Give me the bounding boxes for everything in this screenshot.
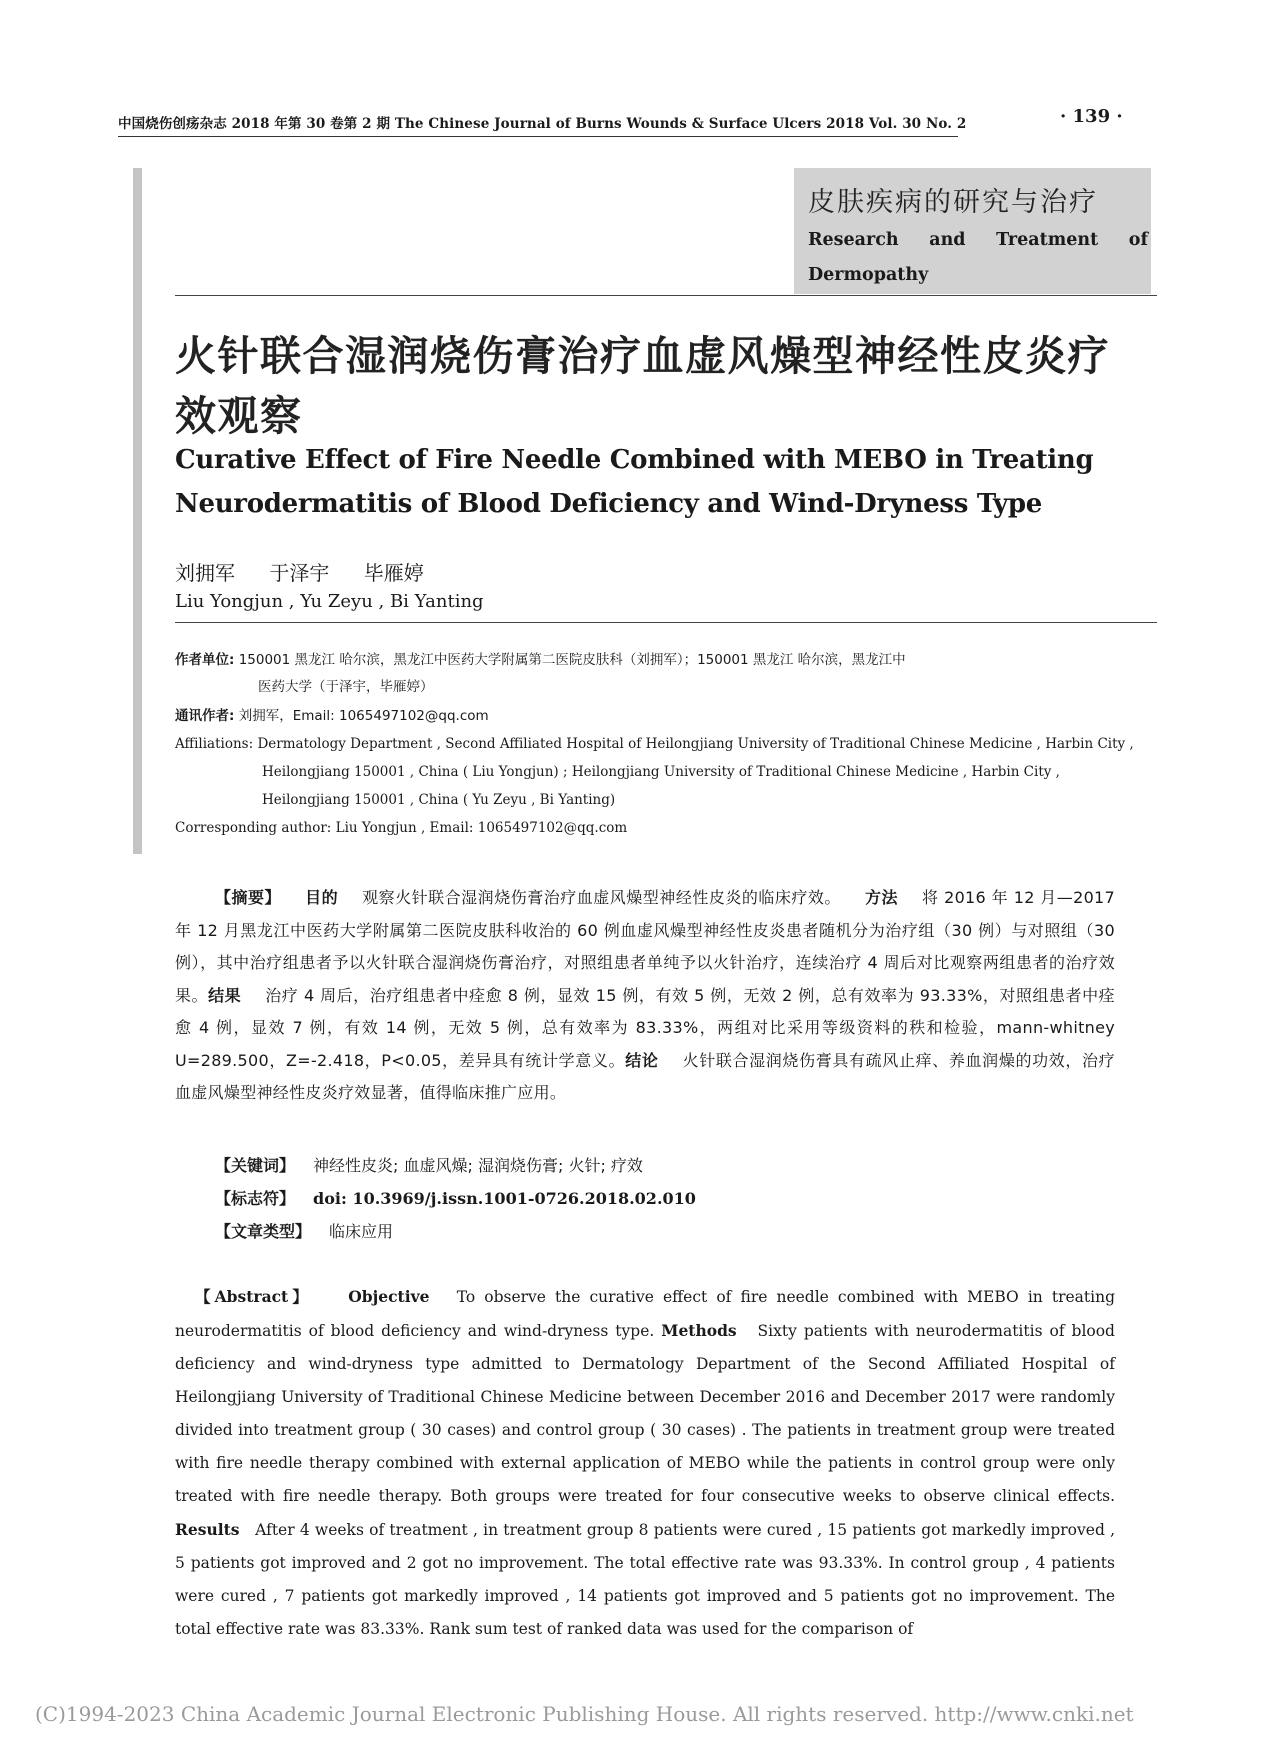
- column-title-cn: 皮肤疾病的研究与治疗: [808, 187, 1098, 218]
- results-en-label: Results: [175, 1520, 240, 1539]
- abstract-cn-label: 【摘要】: [215, 888, 282, 907]
- doi-label: 【标志符】: [215, 1189, 296, 1208]
- affiliation-cn: [175, 650, 1115, 670]
- conclusion-text: 火针联合湿润烧伤膏具有疏风止痒、养血润燥的功效，治疗血虚风燥型神经性皮炎疗效显著，值得临床推广应用。: [175, 1050, 1115, 1102]
- objective-label: 目的: [305, 888, 339, 907]
- author-name: 于泽宇: [269, 561, 330, 585]
- authors-cn: [175, 557, 452, 586]
- header-rule: [175, 295, 1157, 296]
- corresponding-cn: [175, 706, 489, 726]
- affiliation-cn-text: 150001 黑龙江 哈尔滨，黑龙江中医药大学附属第二医院皮肤科（刘拥军）；150001 黑龙江 哈尔滨，黑龙江中: [238, 652, 906, 668]
- article-title-cn: 火针联合湿润烧伤膏治疗血虚风燥型神经性皮炎疗效观察: [175, 332, 1110, 440]
- corresponding-cn-text: 刘拥军，Email: 1065497102@qq.com: [238, 708, 489, 724]
- abstract-cn: [175, 882, 1115, 1110]
- doi-text: doi: 10.3969/j.issn.1001-0726.2018.02.010: [313, 1189, 696, 1208]
- affiliation-cn-label: 作者单位:: [175, 652, 235, 668]
- objective-en-text: To observe the curative effect of fire needle combined with MEBO in treating neurodermatitis of blood deficiency and wind-dryness type.: [175, 1288, 1115, 1340]
- objective-text: 观察火针联合湿润烧伤膏治疗血虚风燥型神经性皮炎的临床疗效。: [362, 888, 841, 907]
- results-text: 治疗 4 周后，治疗组患者中痊愈 8 例，显效 15 例，有效 5 例，无效 2 例，总有效率为 93.33%，对照组患者中痊愈 4 例，显效 7 例，有效 14 例，无效 5 例，总有效率为 83.33%，两组对比采用等级资料的秩和检验，mann-whitney U=289.500，Z=-2.418，P<0.05，差异具有统计学意义。: [175, 985, 1115, 1070]
- column-title-en: Research and Treatment of Dermopathy: [808, 230, 1148, 285]
- affiliation-en-cont: Heilongjiang 150001 , China ( Liu Yongjun) ; Heilongjiang University of Traditional Chinese Medicine , Harbin City ,: [262, 764, 1060, 780]
- corresponding-cn-label: 通讯作者:: [175, 708, 235, 724]
- abstract-en-label: 【Abstract】: [195, 1287, 312, 1306]
- corresponding-en-label: Corresponding author:: [175, 820, 332, 836]
- article-type-text: 临床应用: [329, 1222, 394, 1241]
- keywords-label: 【关键词】: [215, 1156, 296, 1175]
- article-type-label: 【文章类型】: [215, 1222, 312, 1241]
- running-header: 中国烧伤创疡杂志 2018 年第 30 卷第 2 期 The Chinese Journal of Burns Wounds & Surface Ulcers 2018 Vol. 30 No. 2: [118, 112, 958, 137]
- affiliation-en: [175, 734, 1134, 754]
- affiliation-en-label: Affiliations:: [175, 736, 254, 752]
- left-margin-bar: [133, 168, 142, 854]
- author-name: 刘拥军: [175, 561, 235, 585]
- keywords-line: [215, 1153, 643, 1176]
- conclusion-label: 结论: [625, 1050, 659, 1070]
- doi-line: [215, 1186, 696, 1209]
- page-number: · 139 ·: [1060, 106, 1123, 127]
- article-type-line: [215, 1219, 393, 1242]
- author-name: 毕雁婷: [363, 561, 424, 585]
- corresponding-en-text: Liu Yongjun , Email: 1065497102@qq.com: [335, 820, 628, 836]
- authors-rule: [175, 622, 1157, 623]
- affiliation-en-text: Dermatology Department , Second Affiliated Hospital of Heilongjiang University of Traditional Chinese Medicine , Harbin City ,: [257, 736, 1134, 752]
- methods-en-label: Methods: [661, 1321, 737, 1340]
- objective-en-label: Objective: [348, 1287, 430, 1306]
- keywords-text: 神经性皮炎; 血虚风燥; 湿润烧伤膏; 火针; 疗效: [313, 1156, 643, 1175]
- affiliation-en-cont: Heilongjiang 150001 , China ( Yu Zeyu , Bi Yanting): [262, 792, 616, 808]
- methods-text: 将 2016 年 12 月—2017 年 12 月黑龙江中医药大学附属第二医院皮肤科收治的 60 例血虚风燥型神经性皮炎患者随机分为治疗组（30 例）与对照组（30 例），其中治疗组患者予以火针联合湿润烧伤膏治疗，对照组患者单纯予以火针治疗，连续治疗 4 周后对比观察两组患者的治疗效果。: [175, 888, 1116, 1005]
- abstract-en: [175, 1280, 1115, 1646]
- methods-en-text: Sixty patients with neurodermatitis of blood deficiency and wind-dryness type admitted to Dermatology Department of the Second Affiliated Hospital of Heilongjiang University of Traditional Chinese Medicine between December 2016 and December 2017 were randomly divided into treatment group ( 30 cases) and control group ( 30 cases) . The patients in treatment group were treated with fire needle therapy combined with external application of MEBO while the patients in control group were only treated with fire needle therapy. Both groups were treated for four consecutive weeks to observe clinical effects.: [175, 1322, 1115, 1505]
- affiliation-cn-cont: 医药大学（于泽宇，毕雁婷）: [258, 679, 434, 695]
- results-label: 结果: [208, 985, 242, 1005]
- results-en-text: After 4 weeks of treatment , in treatment group 8 patients were cured , 15 patients got markedly improved , 5 patients got improved and 2 got no improvement. The total effective rate was 93.33%. In control group , 4 patients were cured , 7 patients got markedly improved , 14 patients got improved and 5 patients got no improvement. The total effective rate was 83.33%. Rank sum test of ranked data was used for the comparison of: [175, 1521, 1116, 1638]
- copyright-footer: (C)1994-2023 China Academic Journal Electronic Publishing House. All rights reserved. http://www.cnki.net: [35, 1702, 1134, 1726]
- methods-label: 方法: [864, 888, 898, 907]
- corresponding-en: [175, 818, 627, 838]
- authors-en: Liu Yongjun , Yu Zeyu , Bi Yanting: [175, 591, 484, 612]
- article-title-en: Curative Effect of Fire Needle Combined with MEBO in Treating Neurodermatitis of Blood Deficiency and Wind-Dryness Type: [175, 445, 1094, 519]
